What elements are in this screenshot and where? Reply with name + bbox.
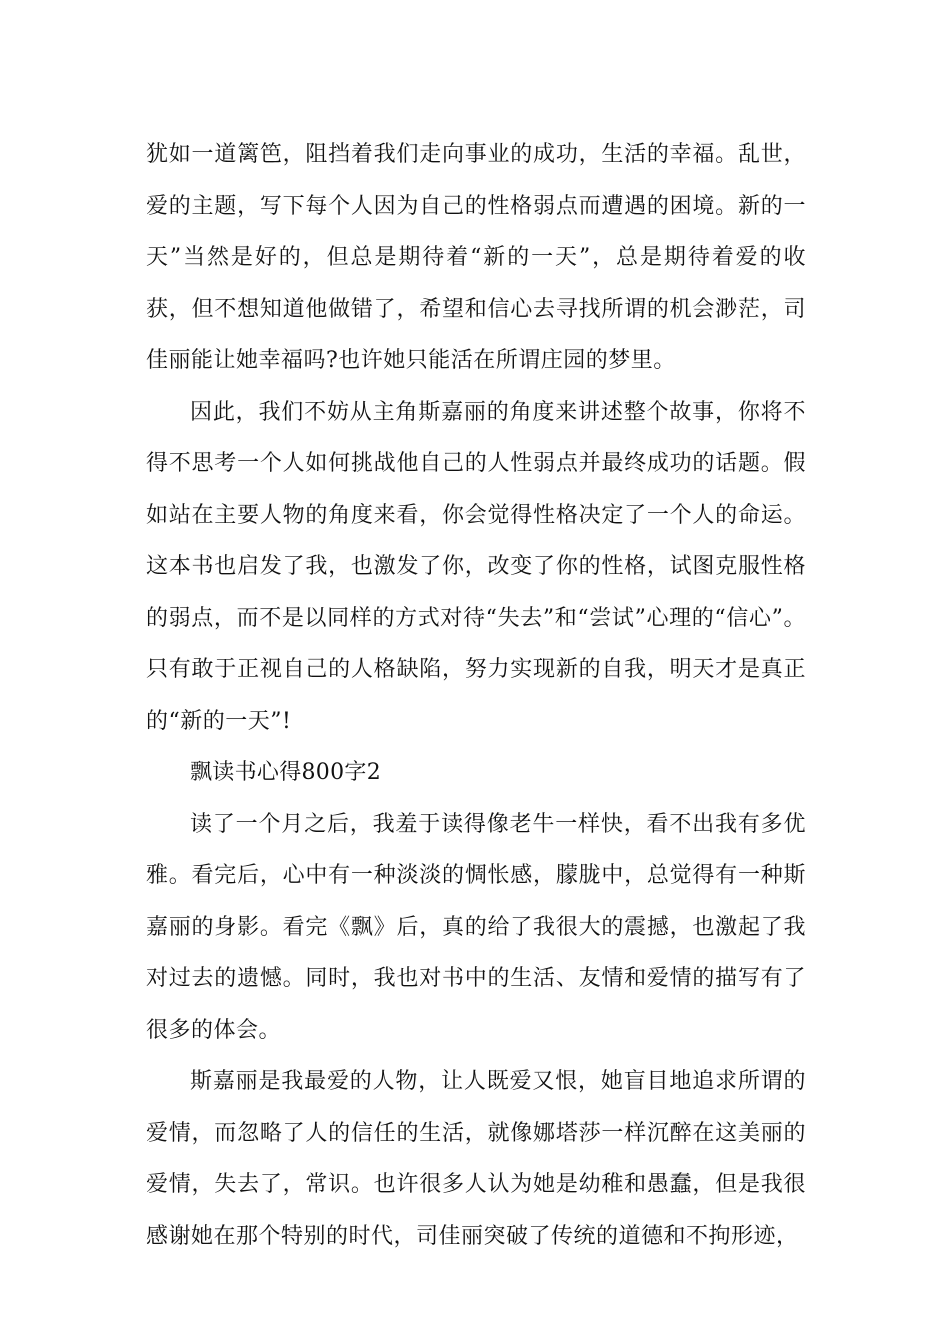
section-heading: 飘读书心得800字2 — [190, 760, 381, 785]
paragraph-3: 读了一个月之后，我羞于读得像老牛一样快，看不出我有多优雅。看完后，心中有一种淡淡的惆怅感，朦胧中，总觉得有一种斯嘉丽的身影。看完《飘》后，真的给了我很大的震撼，也激起了我对过去的遗憾。同时，我也对书中的生活、友情和爱情的描写有了很多的体会。 — [146, 811, 806, 1043]
paragraph-1: 犹如一道篱笆，阻挡着我们走向事业的成功，生活的幸福。乱世，爱的主题，写下每个人因为自己的性格弱点而遭遇的困境。新的一天”当然是好的，但总是期待着“新的一天”，总是期待着爱的收获，但不想知道他做错了，希望和信心去寻找所谓的机会渺茫，司佳丽能让她幸福吗?也许她只能活在所谓庄园的梦里。 — [146, 142, 806, 373]
document-page — [146, 129, 806, 1262]
paragraph-2: 因此，我们不妨从主角斯嘉丽的角度来讲述整个故事，你将不得不思考一个人如何挑战他自己的人性弱点并最终成功的话题。假如站在主要人物的角度来看，你会觉得性格决定了一个人的命运。这本书也启发了我，也激发了你，改变了你的性格，试图克服性格的弱点，而不是以同样的方式对待“失去”和“尝试”心理的“信心”。只有敢于正视自己的人格缺陷，努力实现新的自我，明天才是真正的“新的一天”! — [146, 399, 806, 734]
paragraph-4: 斯嘉丽是我最爱的人物，让人既爱又恨，她盲目地追求所谓的爱情，而忽略了人的信任的生活，就像娜塔莎一样沉醉在这美丽的爱情，失去了，常识。也许很多人认为她是幼稚和愚蠢，但是我很感谢她在那个特别的时代，司佳丽突破了传统的道德和不拘形迹， — [146, 1069, 806, 1249]
